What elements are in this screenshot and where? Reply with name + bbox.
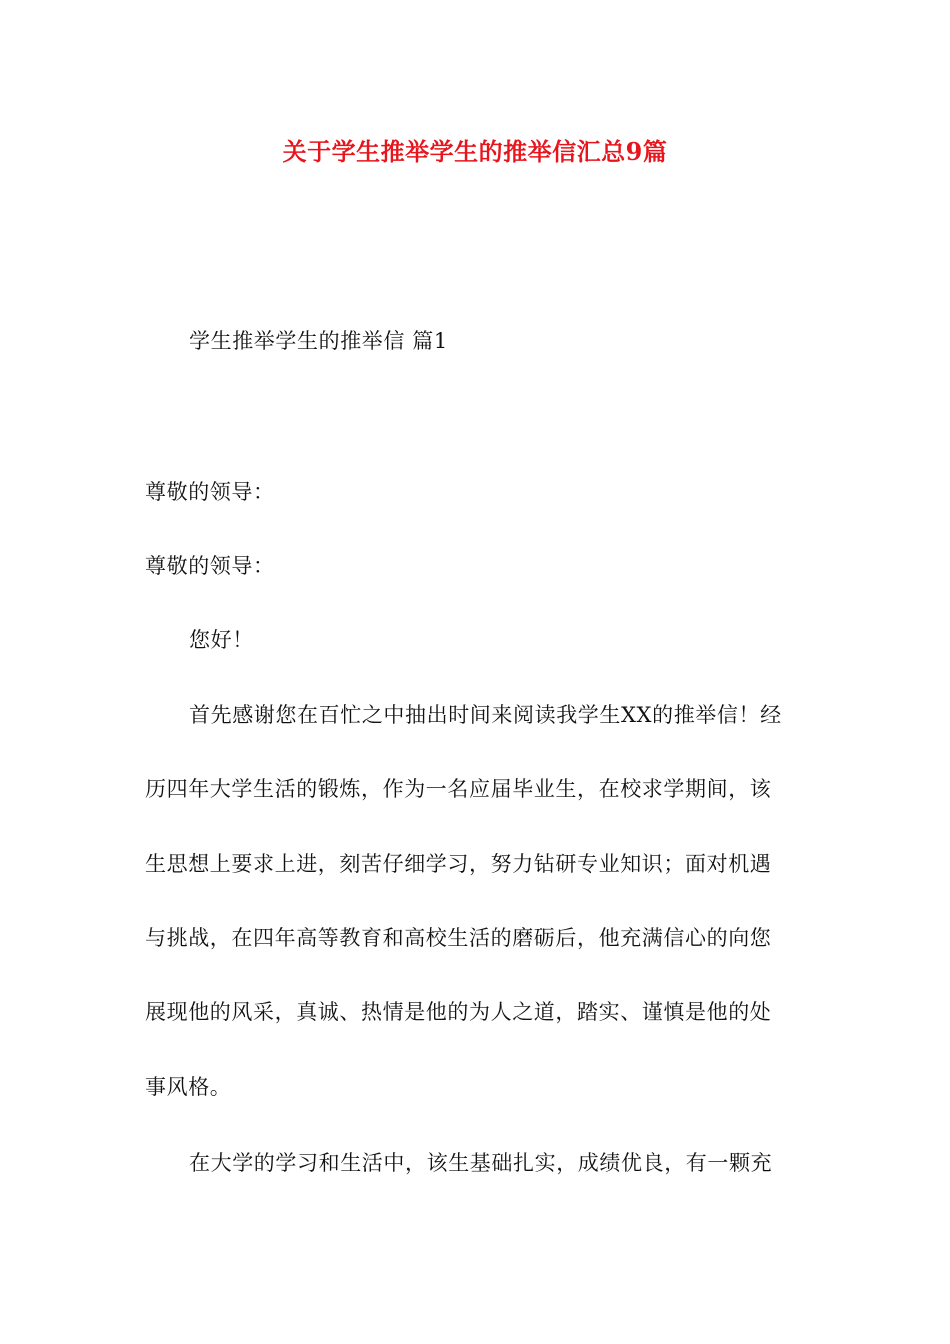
salutation-line: 尊敬的领导： bbox=[145, 480, 275, 504]
greeting-line: 您好！ bbox=[189, 628, 254, 652]
document-title: 关于学生推举学生的推举信汇总9篇 bbox=[282, 137, 668, 166]
section-heading: 学生推举学生的推举信 篇1 bbox=[189, 329, 448, 353]
salutation-line: 尊敬的领导： bbox=[145, 554, 275, 578]
paragraph-line: 生思想上要求上进，刻苦仔细学习，努力钻研专业知识；面对机遇 bbox=[145, 852, 772, 876]
paragraph-line: 首先感谢您在百忙之中抽出时间来阅读我学生XX的推举信！经 bbox=[189, 703, 782, 727]
paragraph-line: 历四年大学生活的锻炼，作为一名应届毕业生，在校求学期间，该 bbox=[145, 777, 772, 801]
paragraph-line: 展现他的风采，真诚、热情是他的为人之道，踏实、谨慎是他的处 bbox=[145, 1000, 772, 1024]
paragraph-line: 在大学的学习和生活中，该生基础扎实，成绩优良，有一颗充 bbox=[189, 1151, 773, 1175]
paragraph-line: 与挑战，在四年高等教育和高校生活的磨砺后，他充满信心的向您 bbox=[145, 926, 772, 950]
paragraph-line: 事风格。 bbox=[145, 1075, 232, 1099]
